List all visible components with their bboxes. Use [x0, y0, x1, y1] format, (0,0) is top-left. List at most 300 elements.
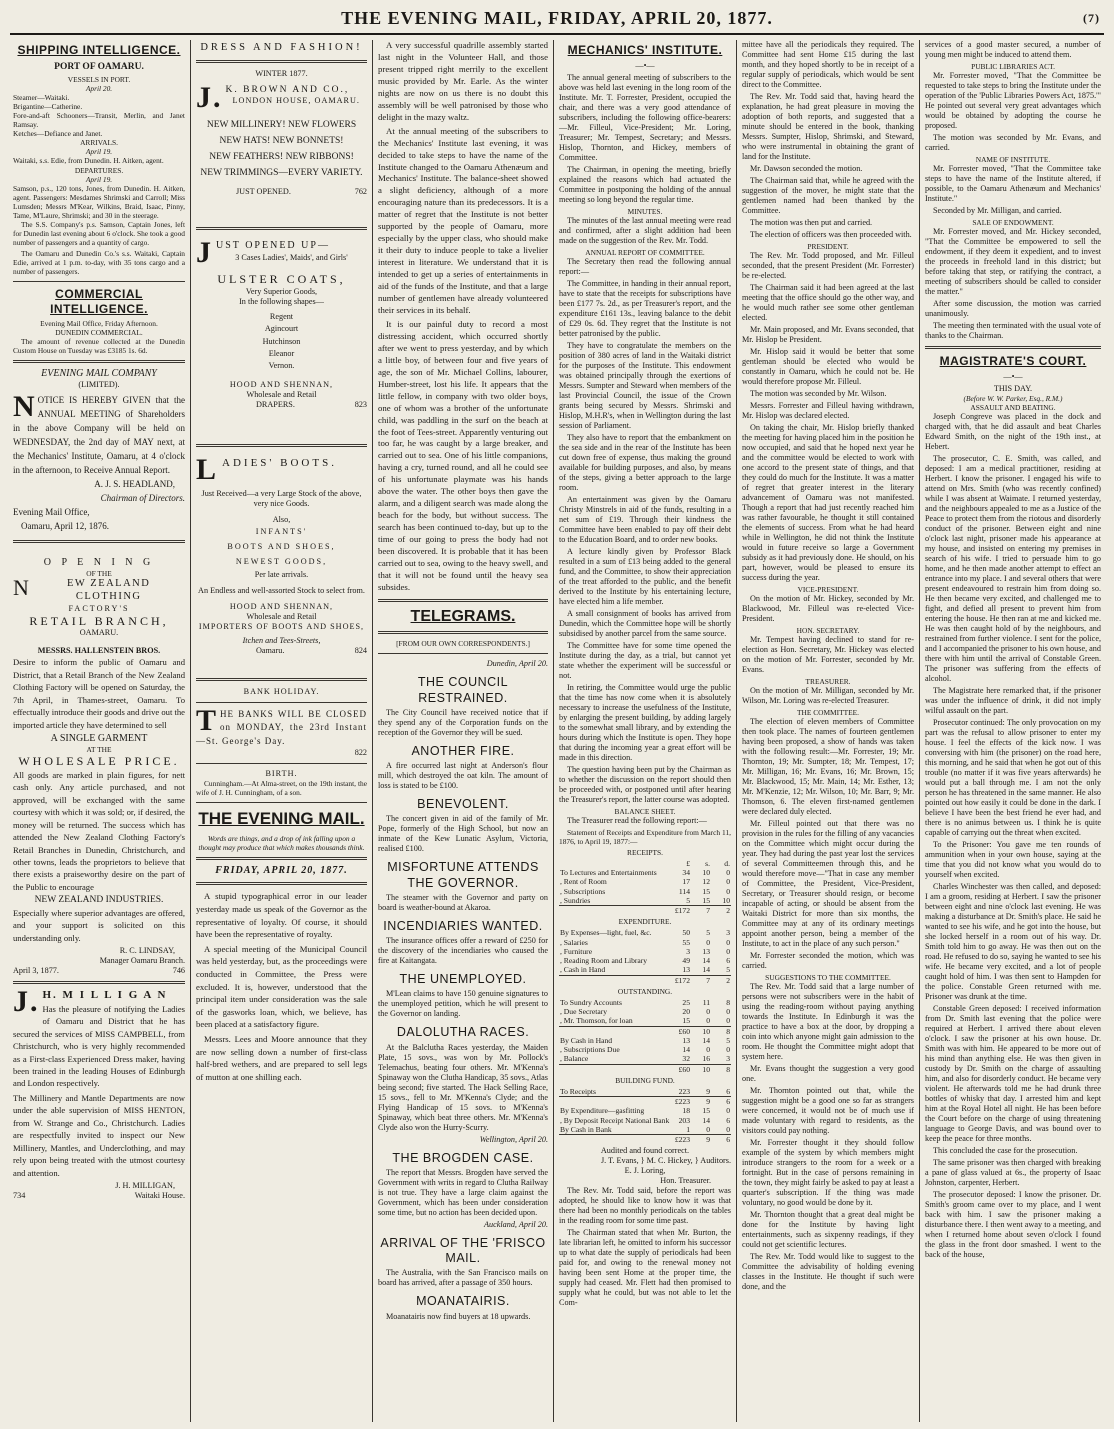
boots-text: Just Received—a very Large Stock of the above, very nice Goods. [201, 489, 362, 509]
article-para: They also have to report that the embankment on the sea side and in the rear of the Institute has been cut down free of expense, thus making the ground available for building purposes, and also, by means of the steps, giving a better approach to the large room. [559, 432, 731, 492]
article-para: The Chairman said it had been agreed at the last meeting that the office should go the other way, and he would much rather see some other gentleman elected. [742, 283, 914, 323]
row-s: 16 [702, 1054, 710, 1064]
article-para: The election of officers was then proceeded with. [750, 230, 912, 239]
shape: Agincourt [264, 324, 299, 334]
telegram-heading: INCENDIARIES WANTED. [383, 918, 543, 933]
loring-title: Hon. Treasurer. [660, 1176, 711, 1186]
subhead-balance: BALANCE SHEET. [614, 806, 676, 816]
factorys: FACTORY'S [68, 603, 130, 613]
article-para: The Rev. Mr. Todd said that a large number of persons were not subscribers were in the habit of using the reading-room without paying anything towards the Institute. In Edinburgh it was the practice to have a box at the door, by dropping a coin into which anyone might gain admission to the room. He thought the Committee might adopt that system here. [742, 982, 914, 1062]
row-d: 8 [711, 1064, 731, 1074]
departures-date: April 19. [85, 174, 113, 184]
col-s: s. [705, 858, 710, 868]
row-l: 25 [682, 997, 690, 1007]
row-s: 14 [702, 965, 710, 975]
row-l: £60 [671, 1026, 691, 1036]
divider [196, 678, 367, 681]
infants: INFANTS' [255, 527, 308, 537]
also: Also, [272, 515, 291, 525]
ulster: ULSTER COATS, [217, 272, 346, 287]
row-d: 2 [711, 975, 731, 985]
telegram-heading: THE COUNCIL RESTRAINED. [417, 675, 509, 705]
subhead-minutes: MINUTES. [627, 206, 663, 216]
row-d: 0 [726, 868, 730, 878]
table-total-row [559, 975, 731, 985]
subhead-outstanding: OUTSTANDING. [617, 986, 673, 996]
article-para: Messrs. Forrester and Filleul having withdrawn, Mr. Hislop was declared elected. [742, 401, 914, 421]
row-label: , Reading Room and Library [560, 956, 648, 966]
article-para: The prosecutor, C. E. Smith, was called, and deposed: I am a medical practitioner, residing at Herbert. I know the prisoner. I engaged his wife to attend on Mrs. Smith (who was recently confined) while I was absent at Waimate. I returned yesterday, and the neighbours appealed to me as a Justice of the Peace to protect them from the riotous and disorderly conduct of the prisoner. Between eight and nine o'clock last night, prisoner made his appearance at my house, and insisted on entering my premises in search of his wife. I tried to persuade him to go home, and he then made another attempt to effect an entrance into my place. I and several others that were present endeavoured to restrain him from doing so. He then became very excited, and challenged me to fight, and defied all present to prevent him from entering the house. He then ran at me and kicked me. He was then caught hold of by the neighbours, and restrained from further violence. I sent for the police, and I accompanied the prisoner to his own house, and there with him until the arrival of Constable Green. The prisoner was suffering from the effects of alcohol. [925, 453, 1101, 683]
divider [196, 882, 367, 885]
article-para: Mr. Tempest having declined to stand for re-election as Hon. Secretary, Mr. Hickey was elected on the motion of Mr. Forrester, seconded by Mr. Evans. [742, 635, 914, 675]
article-para: The Rev. Mr. Todd would like to suggest to the Committee the advisability of holding evening classes in the Institute. He thought if such were done, and the [742, 1252, 914, 1292]
bank-heading: BANK HOLIDAY. [243, 686, 320, 696]
retail-branch: RETAIL BRANCH, [29, 613, 169, 628]
article-para: A small consignment of books has arrived from Dunedin, which the Committee hope will be shortly subsidised by another parcel from the same source. [559, 608, 731, 638]
hallenstein-text: Desire to inform the public of Oamaru and District, that a Retail Branch of the New Zealand Clothing Factory will be opened on Saturday, the 7th April, in Thames-street, Oamaru. To effectually introduce their goods and drive out the imported article they have determined to sell [13, 657, 185, 730]
article-para: The same prisoner was then charged with breaking a pane of glass valued at 6s., the property of Isaac Johnston, carpenter, Herbert. [925, 1157, 1101, 1187]
table-row [559, 965, 731, 975]
milligan-text: Has the pleasure of notifying the Ladies of Oamaru and District that he has secured the services of MISS CAMPBELL, from Christchurch, who is very highly recommended as a First-class Experienced Dress maker, having been trained in the leading Houses of Edinburgh and London respectively. [13, 1003, 185, 1089]
millinery-text: The Millinery and Mantle Departments are now under the able supervision of MISS HENTON, from W. Strange and Co., Christchurch. Ladies are respectfully invited to inspect our New Millinery, Mantles, and Underclothing, and may rely upon being treated with the utmost courtesy and attention. [13, 1092, 185, 1178]
outstanding-table [559, 998, 731, 1074]
row-l: 15 [682, 1016, 690, 1026]
table-row [559, 928, 731, 937]
table-row [559, 947, 731, 956]
brown-line: NEW FEATHERS! NEW RIBBONS! [209, 152, 354, 163]
dropcap-j: J [196, 236, 213, 270]
row-l: 50 [682, 928, 690, 938]
telegram-text: At the Balclutha Races yesterday, the Maiden Plate, 15 sovs., was won by Mr. Pollock's Telemachus, beating four others. Mr. M'Kenna's Spinaway won the Clutha Handicap, 35 sovs., Atlas being second; five started. The Hack Selling Race, 15 sovs., fell to Mr. M'Kenna's Clyde; and the Flying Handicap of 15 sovs. to M'Kenna's Spinaway, which beat three others. Mr. M'Kenna's Clyde also won the Hurry-Scurry. [378, 1042, 548, 1132]
subhead-receipts: RECEIPTS. [627, 847, 663, 857]
article-para: mittee have all the periodicals they required. The Committee had sent Home £15 during the last month, and they hoped shortly to be in receipt of a regular supply of periodicals, which would be sent direct to the Committee. [742, 40, 914, 89]
port-heading: PORT OF OAMARU. [54, 61, 144, 72]
just-opened-num: 762 [354, 187, 367, 197]
divider [13, 981, 185, 984]
subhead-president: PRESIDENT. [807, 242, 849, 251]
telegram-text: The insurance offices offer a reward of £250 for the discovery of the incendiaries who caused the fire at Kaitangata. [378, 936, 548, 966]
row-s: 7 [691, 906, 711, 916]
receipts-table [559, 859, 731, 916]
article-para: Prosecutor continued: The only provocation on my part was the refusal to allow prisoner to enter my house. I feel the effects of the kick now. I was conversing with him (the prisoner) on the road here, this morning, and he said that when he got out of this trouble (no matter if it was five years afterwards) he would put a ball through me. I am not the only person he has threatened in the same manner. He also pointed out how easily it could be done in the dark. I believe I have been the best friend he ever had, and there is no animus between us. I think he is quite capable of carrying out the threat when excited. [925, 717, 1101, 837]
row-d: 0 [726, 1045, 730, 1055]
hallenstein-heading: MESSRS. HALLENSTEIN BROS. [37, 646, 161, 656]
per-late: Per late arrivals. [254, 569, 309, 579]
row-s: 10 [702, 868, 710, 878]
article-para: The Rev. Mr. Todd said that, having heard the explanation, he had great pleasure in moving the adoption of both reports, and suggested that a minute should be entered in the book, thanking Messrs. Sumpter, Hislop, Shrimski, and Steward, who were instrumental in obtaining the grant of land for the Institute. [742, 92, 914, 161]
article-para: After some discussion, the motion was carried unanimously. [925, 299, 1101, 319]
newest-goods: NEWEST GOODS, [235, 557, 328, 566]
dropcap-j: J. [196, 80, 223, 114]
wholesale-text: All goods are marked in plain figures, for nett cash only. Any article purchased, and not approved, will be exchanged with the same courtesy with which it was sold; or, if desired, the money will be returned. The success which has attended the New Zealand Clothing Factory's Retail Branches in Dunedin, Christchurch, and other towns, leads the proprietors to believe that there exists a praiseworthy desire on the part of the Public to encourage [13, 769, 185, 892]
row-label: To Lectures and Entertainments [560, 868, 657, 878]
article-para: An entertainment was given by the Oamaru Christy Minstrels in aid of the funds, resulting in a net sum of £19. Through their kindness the Committee have been enabled to pay off their debt to the Education Board, and to order new books. [559, 494, 731, 544]
news-para: At the annual meeting of the subscribers to the Mechanics' Institute last evening, it was decided to take steps to have the name of the Institute changed to the Oamaru Athenæum and Mechanics' Institute. The balance-sheet showed a slight deficiency, although of a more encouraging nature than its predecessors. It is a matter of regret that the Institute is not better supported by the people of Oamaru, more especially by the upper class, who should make it their duty to induce people to take a livelier interest in literature. We understand that it is intended to get up a series of entertainments in aid of the funds of the Institute, and that a large number of gentlemen have already volunteered their services in its behalf. [378, 125, 548, 315]
expenditure-table [559, 928, 731, 985]
article-para: The meeting then terminated with the usual vote of thanks to the Chairman. [925, 321, 1101, 341]
divider [196, 444, 367, 447]
row-d: 6 [726, 1086, 730, 1096]
article-para: Constable Green deposed: I received information from Dr. Smith last evening that the police were required at Herbert. I arrived there about eleven o'clock. I saw the prisoner at his own house. Dr. Smith was with him. He appeared to be more out of his mind than anything else. He was then given in custody by Dr. Smith on the charge of assaulting him, and also for disorderly conduct. He became very violent. He afterwards told me he had drunk three bottles of whisky that day. I arrested him and kept him at the Royal Hotel all night. He has been before the Court before on the charge of using threatening language to George Davis, and was bound over to keep the peace for three months. [925, 1003, 1101, 1143]
row-l: 14 [682, 1045, 690, 1055]
article-para: The Chairman stated that when Mr. Burton, the late librarian left, he omitted to inform his successor up to what date the supply of periodicals had been paid for, and owing to the renewal money not having been sent Home at the proper time, the supply had ceased. Mr. Flett had then promised to supply what he could, but was not able to let the Com- [559, 1228, 731, 1308]
hood2-num: 824 [354, 645, 367, 655]
vessel-line: Ketches—Defiance and Janet. [13, 129, 103, 139]
company-sub: (LIMITED). [78, 380, 120, 390]
birth-heading: BIRTH. [265, 769, 298, 779]
divider [13, 281, 185, 282]
loring: E. J. Loring, [624, 1166, 666, 1176]
article-para: On the motion of Mr. Hickey, seconded by Mr. Blackwood, Mr. Filleul was re-elected Vice-President. [742, 594, 914, 624]
commercial-heading: COMMERCIAL INTELLIGENCE. [50, 286, 148, 316]
row-d: 6 [711, 1097, 731, 1107]
row-l: £223 [671, 1135, 691, 1145]
row-l: 55 [682, 937, 690, 947]
milligan-heading [13, 985, 185, 1019]
hood-firm: HOOD AND SHENNAN, [229, 380, 334, 390]
row-l: 5 [686, 895, 690, 905]
boots-heading-text: ADIES' BOOTS. [222, 457, 337, 470]
row-label: By Cash in Bank [560, 1124, 612, 1134]
nz-industries: NEW ZEALAND INDUSTRIES. [34, 895, 164, 906]
endless: An Endless and well-assorted Stock to select from. [198, 585, 365, 595]
row-s: 9 [706, 1086, 710, 1096]
row-label: By Cash in Hand [560, 1035, 613, 1045]
table-row [559, 938, 731, 947]
row-l: 3 [686, 946, 690, 956]
row-d: 6 [711, 1135, 731, 1145]
ulster-sub: Very Superior Goods, [245, 286, 318, 296]
hood2-desc: Wholesale and Retail [246, 611, 317, 621]
departures-heading: DEPARTURES. [74, 165, 124, 175]
divider [196, 763, 367, 764]
row-d: 0 [726, 1007, 730, 1017]
subhead-vice: VICE-PRESIDENT. [797, 585, 859, 595]
row-l: 223 [678, 1086, 690, 1096]
row-s: 14 [702, 1115, 710, 1125]
row-d: 0 [726, 1106, 730, 1116]
article-para: Seconded by Mr. Milligan, and carried. [933, 206, 1062, 216]
article-para: The Committee have for some time opened the Institute during the day, as a trial, but cannot yet state whether the experiment will be successful or not. [559, 640, 731, 680]
row-d: 3 [726, 928, 730, 938]
lindsay-date: April 3, 1877. [13, 966, 59, 976]
telegram-text: The City Council have received notice that if they spend any of the Corporation funds on the reception of the Governor they will be sued. [378, 707, 548, 737]
row-label: By Expenditure—gasfitting [560, 1106, 645, 1116]
row-l: £172 [671, 975, 691, 985]
single-garment: A SINGLE GARMENT [50, 732, 148, 744]
shipping-note: The Oamaru and Dunedin Co.'s s.s. Waitaki, Captain Edie, arrived at 1 p.m. to-day, with 35 tons cargo and a number of passengers. [13, 248, 185, 276]
row-s: 14 [702, 1035, 710, 1045]
article-para: Mr. Forrester seconded the motion, which was carried. [742, 951, 914, 971]
row-s: 15 [702, 1106, 710, 1116]
row-l: 17 [682, 877, 690, 887]
subhead-report: ANNUAL REPORT OF COMMITTEE. [585, 247, 705, 257]
article-para: The Chairman, in opening the meeting, briefly explained the reasons which had actuated the Committee in postponing the holding of the annual meeting so long beyond the regular time. [559, 164, 731, 204]
bank-notice [196, 703, 367, 749]
evening-mail-title: THE EVENING MAIL. [198, 809, 365, 829]
row-l: 32 [682, 1054, 690, 1064]
column-4 [553, 40, 736, 1422]
article-para: Mr. Filleul pointed out that there was no provision in the rules for the filling of any vacancies on the Committee which might occur during the year. They had during the past year lost the services of several Committeemen through this, and he would therefore move—"That in case any member of Committee, the President, Vice-President, Secretary, or Treasurer should resign, or become incapable of acting, or should be absent from the Waitaki District for more than six months, the Committee may at any of its ordinary meetings appoint another person, being a member of the Institute, to act in the place of any such person." [742, 819, 914, 949]
row-s: 10 [691, 1026, 711, 1036]
boots-heading [196, 453, 367, 487]
divider [196, 702, 367, 703]
row-s: 0 [706, 937, 710, 947]
arrivals-text: Waitaki, s.s. Edie, from Dunedin. H. Aitken, agent. [13, 156, 164, 166]
article-para: Joseph Congreve was placed in the dock and charged with, that he did assault and beat Charles Edward Smith, on the night of the 19th inst., at Hebert. [925, 411, 1101, 451]
vessels-date: April 20. [85, 84, 113, 94]
row-s: 5 [706, 928, 710, 938]
row-l: 13 [682, 965, 690, 975]
row-s: 10 [691, 1064, 711, 1074]
row-label: , Balance [560, 1054, 589, 1064]
shape: Hutchinson [262, 336, 301, 346]
article-para: services of a good master secured, a number of young men might be induced to attend them. [925, 40, 1101, 59]
article-para: In retiring, the Committee would urge the public that the time has now come when it is absolutely necessary to increase the usefulness of the Institute, by enlarging the present building, by adding largely to the somewhat small library, and by extending the hours during which the Institute is open. They hope that during the incoming year a great effort will be made in this direction. [559, 682, 731, 762]
row-d: 5 [726, 1035, 730, 1045]
notice-signer: A. J. S. HEADLAND, [94, 479, 175, 490]
divider [13, 360, 185, 363]
table-row [559, 956, 731, 965]
arrivals-heading: ARRIVALS. [80, 138, 118, 148]
dropcap-n: N [13, 575, 31, 601]
milligan-num: 734 [13, 1191, 26, 1201]
milligan-footer [13, 1191, 185, 1201]
divider: —•— [635, 60, 655, 70]
subhead-name: NAME OF INSTITUTE. [975, 155, 1051, 165]
table-row [559, 887, 731, 896]
column-6 [919, 40, 1106, 1422]
subhead-building: BUILDING FUND. [615, 1075, 675, 1085]
telegram-text: M'Lean claims to have 150 genuine signatures to the unemployed petition, which he will present to the Governor on landing. [378, 989, 548, 1019]
table-row [559, 1087, 731, 1097]
telegram-heading: MOANATAIRIS. [416, 1294, 510, 1309]
row-l: 1 [686, 1124, 690, 1134]
nz-clothing-heading [13, 575, 185, 604]
table-row [559, 998, 731, 1007]
row-d: 0 [726, 937, 730, 947]
telegram-text: The concert given in aid of the family of Mr. Pope, formerly of the High School, but now an inmate of the Kew Lunatic Asylum, Victoria, realised £100. [378, 814, 548, 854]
hood2-row [196, 646, 367, 656]
hood-desc: Wholesale and Retail [246, 390, 317, 400]
row-label: To Sundry Accounts [560, 997, 622, 1007]
row-label: , Cash in Hand [560, 965, 606, 975]
shape: Regent [269, 311, 294, 321]
divider [196, 60, 367, 63]
article-para: The motion was seconded by Mr. Wilson. [750, 389, 887, 399]
telegrams-sub: [FROM OUR OWN CORRESPONDENTS.] [396, 639, 530, 649]
telegram-text: The report that Messrs. Brogden have served the Government with writs in regard to Clutha Railway is not true. They have a large claim against the Government, which has been under consideration some time, but no action has been decided upon. [378, 1167, 548, 1217]
industries-text: Especially where superior advantages are offered, and your support is solicited on this understanding only. [13, 907, 185, 943]
article-para: The question having been put by the Chairman as to whether the discussion on the report should then be proceeded with, or postponed until after hearing the Treasurer's report, the latter course was adopted. [559, 764, 731, 804]
row-s: 13 [702, 946, 710, 956]
dropcap-j: J. [13, 985, 40, 1019]
wholesale-price: WHOLESALE PRICE. [18, 754, 180, 769]
jo-heading-text: UST OPENED UP— [216, 240, 330, 252]
notice-office: Evening Mail Office, [13, 506, 90, 517]
row-s: 15 [702, 895, 710, 905]
vessel-line: Steamer—Waitaki. [13, 93, 70, 103]
table-row [559, 877, 731, 886]
table-total-row [559, 1064, 731, 1074]
subhead-assault: ASSAULT AND BEATING. [970, 402, 1056, 412]
table-total-row [559, 1135, 731, 1145]
of-the: OF THE [86, 569, 112, 579]
article-para: The Rev. Mr. Todd proposed, and Mr. Filleul seconded, that the present President (Mr. Forrester) be re-elected. [742, 251, 914, 281]
table-row [559, 1125, 731, 1135]
leader-para: Messrs. Lees and Moore announce that they are now selling down a number of first-class half-bred wethers, and are prepared to sell legs of mutton at one shilling each. [196, 1034, 367, 1082]
table-row [559, 1016, 731, 1026]
divider [196, 227, 367, 230]
hood-row [196, 400, 367, 410]
article-para: The minutes of the last annual meeting were read and confirmed, after a slight addition had been made on the suggestion of the Rev. Mr. Todd. [559, 215, 731, 245]
table-header-row [559, 859, 731, 868]
subhead-suggestions: SUGGESTIONS TO THE COMMITTEE. [765, 973, 891, 983]
divider [378, 631, 548, 634]
bank-text: HE BANKS WILL BE CLOSED on MONDAY, the 23rd Instant—St. George's Day. [196, 708, 367, 746]
table-total-row [559, 906, 731, 916]
telegram-heading: MISFORTUNE ATTENDS THE GOVERNOR. [387, 860, 539, 890]
article-para: On taking the chair, Mr. Hislop briefly thanked the meeting for having placed him in the position he now occupied, and said that he hoped next year he and the committee would be elected to work with one accord to the present state of things, and that they could do much for the Institute. It was a matter of regret that greater interest in the literary advancement of Oamaru was not manifested. Though a report that had just recently reached him was rather favourable, he thought it still contained the elements of success. From what he had heard while in Wellington, he did not think the Institute would in future receive so large a Government subsidy as it had previously done. He should, on his part, however, would be pleased to ensure its success during the year. [742, 423, 914, 583]
dress-heading: DRESS AND FASHION! [200, 42, 363, 53]
vessels-heading: VESSELS IN PORT. [67, 75, 131, 85]
subhead-expenditure: EXPENDITURE. [618, 917, 672, 927]
auditors: J. T. Evans, } M. C. Hickey, } Auditors. [600, 1156, 731, 1166]
article-para: Statement of Receipts and Expenditure from March 11, 1876, to April 19, 1877:— [559, 827, 731, 846]
company-title: EVENING MAIL COMPANY [41, 368, 157, 380]
article-para: The motion was seconded by Mr. Evans, and carried. [925, 133, 1101, 153]
ulster-shapes: In the following shapes— [239, 296, 324, 306]
article-para: The prosecutor deposed: I know the prisoner. Dr. Smith's groom came over to my place, and I went back with him. I saw the prisoner making a disturbance there. I then went away to a meeting, and when I returned home about seven o'clock I found the glass in the front door smashed. I went to the back of the house, [925, 1189, 1101, 1259]
telegram-heading: THE BROGDEN CASE. [392, 1150, 534, 1165]
page-number: (7) [1083, 11, 1100, 25]
row-d: 3 [726, 1054, 730, 1064]
article-para: This concluded the case for the prosecution. [933, 1145, 1078, 1155]
row-s: 9 [691, 1097, 711, 1107]
table-total-row [559, 1026, 731, 1036]
divider [196, 857, 367, 860]
article-para: Mr. Main proposed, and Mr. Evans seconded, that Mr. Hislop be President. [742, 325, 914, 345]
divider [378, 653, 548, 654]
row-l: 20 [682, 1007, 690, 1017]
departures-text: Samson, p.s., 120 tons, Jones, from Dunedin. H. Aitken, agent. Passengers: Mesdames Shrimski and Carroll; Miss Lumsden; Messrs M'Kear, Wilkins, Braid, Isaac, Pinny, Tame, M'Laure, Shrimski; and 30 in the steerage. [13, 183, 185, 220]
col-l: £ [686, 858, 690, 868]
row-s: 0 [706, 1045, 710, 1055]
article-para: To the Prisoner: You gave me ten rounds of ammunition when in your own house, saying at the time that you did not know what you would do to yourself when excited. [925, 839, 1101, 879]
lindsay-num: 746 [172, 966, 185, 976]
subhead-public-libraries: PUBLIC LIBRARIES ACT. [971, 62, 1055, 71]
col-d: d. [724, 858, 730, 868]
news-para: It is our painful duty to record a most distressing accident, which occurred shortly after we went to press yesterday, and by which a little boy, of between four and five years of age, the son of Mr. Michael Collins, labourer, Humber-street, lost his life. It appears that the little fellow, in company with two older boys, one of whom was a brother of the unfortunate child, was paddling in the surf on the beach at the foot of Tees-street. Apparently venturing out too far, he was caught by a large breaker, and carried out to sea. One of his little companions, having a cry, turned round, and all he could see of his unfortunate playmate was his hands above the water. The other boys then gave the alarm, and a diligent search was made along the beach for the body, but without success. The search has been continued to-day, but up to the time of our going to press the body had not been discovered. It is probable that it has been carried out to sea, owing to the heavy swell, and that it will not be found until the heavy sea subsides. [378, 318, 548, 592]
row-s: 0 [706, 1016, 710, 1026]
row-s: 0 [706, 1007, 710, 1017]
row-l: 114 [678, 886, 690, 896]
table-row [559, 1116, 731, 1125]
article-para: They have to congratulate the members on the position of 380 acres of land in the Waitaki district for the purposes of the Institute. This endowment was obtained principally through the exertions of Messrs. Sumpter and Steward when members of the last Provincial Council, the issue of the Crown grants being secured by Messrs. Shrimski and Hislop, M.H.R's, when in Wellington during the last session of Parliament. [559, 340, 731, 430]
telegram-text: Moanatairis now find buyers at 18 upwards. [386, 1311, 531, 1321]
column-5 [736, 40, 919, 1422]
court-date: THIS DAY. [993, 383, 1033, 393]
motto: Words are things, and a drop of ink falling upon a thought may produce that which makes thousands think. [198, 834, 365, 853]
leader-para: A special meeting of the Municipal Council was held yesterday, but, as the proceedings were conducted in Committee, the Press were excluded. It is, however, understood that the principal item under consideration was the sale of the gasworks loan, which, we believe, has been placed at a satisfactory figure. [196, 943, 367, 1030]
leader-para: A stupid typographical error in our leader yesterday made us speak of the Governor as the representative of loyalty. Of course, it should have been the representative of royalty. [196, 891, 367, 940]
row-d: 8 [711, 1026, 731, 1036]
article-para: The Treasurer read the following report:— [567, 815, 707, 825]
vessel-line: Brigantine—Catherine. [13, 102, 83, 112]
divider [925, 346, 1101, 349]
row-l: £223 [671, 1097, 691, 1107]
article-para: The Secretary then read the following annual report:— [559, 256, 731, 276]
article-para: Mr. Forrester moved, "That the Committee take steps to have the name of the Institute altered, if possible, to the Oamaru Athenæum and Mechanics' Institute." [925, 164, 1101, 204]
row-d: 5 [726, 965, 730, 975]
brown-firm-text: K. BROWN AND CO., [225, 84, 350, 95]
article-para: The Rev. Mr. Todd said, before the report was adopted, he should like to know how it was that there had been no monthly periodicals on the tables in the reading room for some time past. [559, 1186, 731, 1226]
jo-sub: 3 Cases Ladies', Maids', and Girls' [235, 252, 348, 262]
telegram-text: A fire occurred last night at Anderson's flour mill, which destroyed the oat kiln. The amount of loss is stated to be £100. [378, 761, 548, 791]
hood-drapers: DRAPERS. [256, 400, 295, 410]
row-d: 0 [726, 1124, 730, 1134]
row-d: 6 [726, 1115, 730, 1125]
commercial-place: DUNEDIN COMMERCIAL. [55, 328, 143, 338]
shape: Vernon. [268, 361, 295, 371]
row-d: 0 [726, 877, 730, 887]
column-3 [372, 40, 553, 1422]
masthead-title: THE EVENING MAIL, FRIDAY, APRIL 20, 1877. [341, 8, 773, 28]
article-para: Mr. Thornton thought that a great deal might be done for the Institute by having light entertainments, such as sixpenny readings, if they could not get scientific lectures. [742, 1210, 914, 1250]
milligan-place: Waitaki House. [134, 1191, 185, 1201]
just-opened-row [196, 187, 367, 197]
lindsay-title: Manager Oamaru Branch. [99, 956, 185, 966]
row-label: , Due Secretary [560, 1007, 608, 1017]
article-para: Mr. Hislop said it would be better that some gentleman should be elected who would be constantly in Oamaru, which he could not be. He would therefore propose Mr. Filleul. [742, 347, 914, 387]
telegram-heading: BENEVOLENT. [417, 797, 509, 812]
article-para: The motion was then put and carried. [750, 218, 873, 227]
vessel-line: Fore-and-aft Schooners—Transit, Merlin, and Janet Ramsay. [13, 111, 185, 130]
article-para: The election of eleven members of Committee then took place. The names of fourteen gentlemen having been proposed, a show of hands was taken with the following result:—Mr. Forrester, 19; Mr. Thornton, 19; Mr. Sumpter, 18; Mr. Tempest, 17; Mr. Milligan, 16; Mr. Evans, 16; Mr. Brown, 15; Mr. Blackwood, 15; Mr. Main, 14; Mr. Esther, 13; Mr. M'Kenzie, 12; Mr. Wilson, 10; Mr. Barr, 9; Mr. Thomson, 6. The eleven first-named gentlemen were declared duly elected. [742, 717, 914, 817]
brown-line: NEW TRIMMINGS—EVERY VARIETY. [200, 168, 363, 179]
row-s: 0 [706, 1124, 710, 1134]
brown-address: LONDON HOUSE, OAMARU. [232, 96, 360, 106]
commercial-sub: Evening Mail Office, Friday Afternoon. [40, 319, 158, 329]
row-d: 10 [722, 895, 730, 905]
article-para: Charles Winchester was then called, and deposed: I am a groom, residing at Herbert. I saw the prisoner between eight and nine o'clock last evening. He was making a disturbance at Dr. Smith's place. He said he wanted to see his wife, and he got into the house, but she locked herself in a room out of his way. Dr. Smith told him to go away. He was then out on the road. He refused to do so, saying he wanted to see his wife. He became very excited, and a lot of people caught hold of him. I was then sent to Hampden for the police. Constable Green returned with me. Prisoner was drunk at the time. [925, 881, 1101, 1001]
shape: Eleanor [268, 348, 295, 358]
notice-ad [13, 390, 185, 533]
article-para: The Committee, in handing in their annual report, have to state that the receipts for subscriptions have been £177 7s. 2d., as per Treasurer's report, and the expenditure £161 13s., leaving balance to the debit of £29 0s. 6d. They regret that the Institute is not better patronised by the public. [559, 278, 731, 338]
importers: IMPORTERS OF BOOTS AND SHOES, [198, 621, 365, 631]
row-label: , Subscriptions Due [560, 1045, 620, 1055]
oamaru-label: Oamaru. [256, 645, 285, 655]
opening-heading: O P E N I N G [43, 556, 155, 568]
row-l: 18 [682, 1106, 690, 1116]
dateline-dunedin: Dunedin, April 20. [486, 659, 548, 669]
telegram-heading: ANOTHER FIRE. [411, 743, 515, 758]
divider [13, 540, 185, 543]
row-label: , Mr. Thomson, for loan [560, 1016, 633, 1026]
dropcap-n: N [13, 390, 35, 424]
boots-shoes: BOOTS AND SHOES, [227, 542, 336, 552]
article-para: Mr. Forrester moved, and Mr. Hickey seconded, "That the Committee be empowered to sell the endowment, if they deem it expedient, and to invest the proceeds in freehold land in this district; but before taking that step, or ratifying the contract, a meeting of subscribers should be called to consider the matter." [925, 227, 1101, 297]
telegrams-title: TELEGRAMS. [410, 607, 516, 625]
row-s: 12 [702, 877, 710, 887]
oamaru-label: OAMARU. [79, 628, 119, 638]
telegram-text: The Australia, with the San Francisco mails on board has arrived, after a passage of 350 hours. [378, 1268, 548, 1288]
row-label: , Subscriptions [560, 886, 606, 896]
dateline-auckland: Auckland, April 20. [484, 1219, 548, 1229]
article-para: Mr. Evans thought the suggestion a very good one. [742, 1064, 914, 1084]
table-row [559, 1007, 731, 1016]
hood2-firm: HOOD AND SHENNAN, [229, 601, 334, 611]
